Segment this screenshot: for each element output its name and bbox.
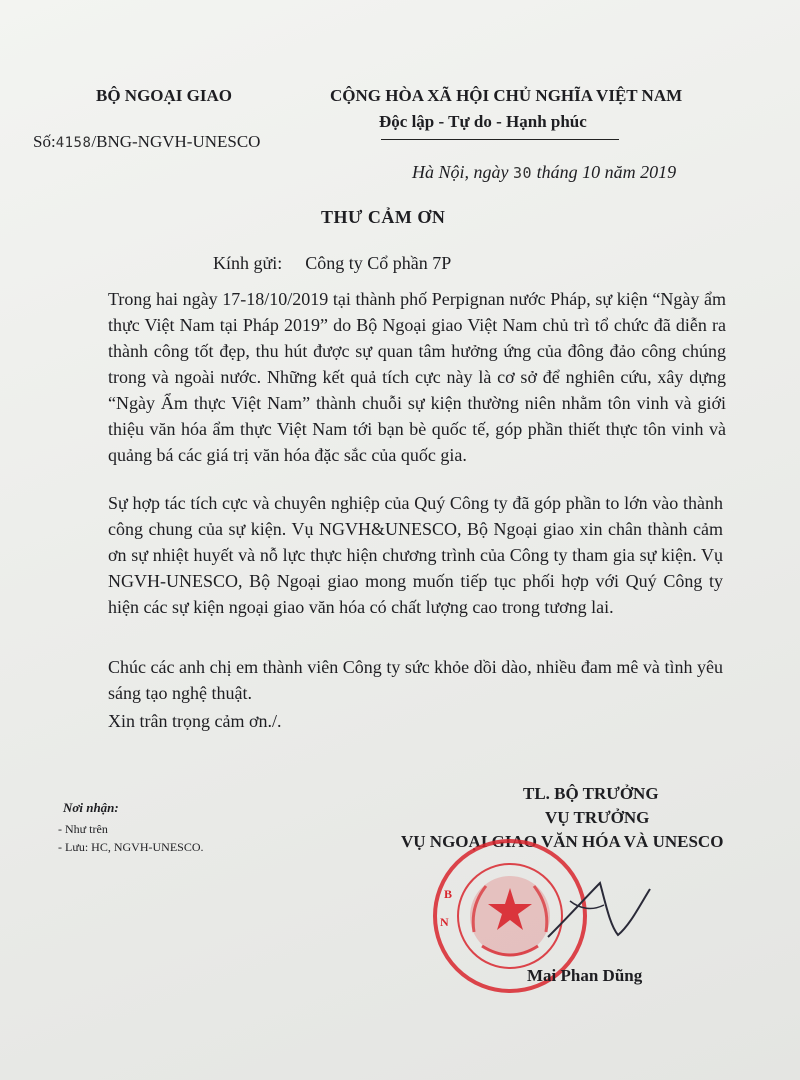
recipient-label: Kính gửi: bbox=[213, 253, 283, 273]
paragraph-2-text: Sự hợp tác tích cực và chuyên nghiệp của Quý Công ty đã góp phần to lớn vào thành công chung của sự kiện. Vụ NGVH&UNESCO, Bộ Ngoại giao xin chân thành cảm ơn sự nhiệt huyết và nỗ lực thực hiện chương trình của Công ty tham gia sự kiện. Vụ NGVH-UNESCO, Bộ Ngoại giao mong muốn tiếp tục phối hợp với Quý Công ty hiện các sự kiện ngoại giao văn hóa có chất lượng cao trong tương lai. bbox=[108, 493, 723, 617]
handwritten-signature bbox=[540, 875, 660, 955]
signature-title-3: VỤ NGOẠI GIAO VĂN HÓA VÀ UNESCO bbox=[401, 832, 724, 851]
body-paragraph-2 bbox=[108, 490, 723, 620]
ministry-name: BỘ NGOẠI GIAO bbox=[96, 86, 233, 105]
signature-title-1: TL. BỘ TRƯỞNG bbox=[523, 784, 659, 803]
date-prefix: Hà Nội, ngày bbox=[412, 162, 509, 182]
date-suffix: tháng 10 năm 2019 bbox=[536, 162, 677, 182]
signer-name: Mai Phan Dũng bbox=[527, 966, 643, 985]
doc-number-prefix: Số: bbox=[33, 132, 56, 151]
paragraph-1-text: Trong hai ngày 17-18/10/2019 tại thành phố Perpignan nước Pháp, sự kiện “Ngày ẩm thực Việt Nam tại Pháp 2019” do Bộ Ngoại giao Việt Nam chủ trì tổ chức đã diễn ra thành công tốt đẹp, thu hút được sự quan tâm hưởng ứng của đông đảo công chúng trong và ngoài nước. Những kết quả tích cực này là cơ sở để nghiên cứu, xây dựng “Ngày Ẩm thực Việt Nam” thành chuỗi sự kiện thường niên nhằm tôn vinh và giới thiệu văn hóa ẩm thực Việt Nam tới bạn bè quốc tế, góp phần thiết thực tôn vinh và quảng bá các giá trị văn hóa đặc sắc của quốc gia. bbox=[108, 289, 726, 465]
body-paragraph-3 bbox=[108, 654, 723, 706]
issue-date bbox=[412, 162, 676, 183]
date-day-handwritten: 30 bbox=[513, 164, 533, 182]
recipients-item-2: - Lưu: HC, NGVH-UNESCO. bbox=[58, 840, 204, 854]
doc-number-handwritten: 4158 bbox=[55, 135, 92, 151]
svg-text:B: B bbox=[444, 887, 453, 901]
doc-number-suffix: /BNG-NGVH-UNESCO bbox=[91, 132, 261, 151]
recipient-name: Công ty Cổ phần 7P bbox=[305, 253, 452, 273]
recipients-label: Nơi nhận: bbox=[63, 800, 119, 815]
national-motto: Độc lập - Tự do - Hạnh phúc bbox=[379, 112, 587, 131]
body-paragraph-1 bbox=[108, 286, 726, 468]
closing-line: Xin trân trọng cảm ơn./. bbox=[108, 711, 282, 731]
country-name: CỘNG HÒA XÃ HỘI CHỦ NGHĨA VIỆT NAM bbox=[330, 86, 683, 105]
recipient-line bbox=[213, 253, 451, 274]
paragraph-3-text: Chúc các anh chị em thành viên Công ty sức khỏe dồi dào, nhiều đam mê và tình yêu sáng tạo nghệ thuật. bbox=[108, 657, 723, 703]
letter-title: THƯ CẢM ƠN bbox=[321, 207, 446, 227]
document-number bbox=[33, 132, 260, 152]
recipients-item-1: - Như trên bbox=[58, 822, 108, 836]
signature-title-2: VỤ TRƯỞNG bbox=[545, 808, 650, 827]
motto-underline bbox=[381, 139, 619, 140]
svg-text:N: N bbox=[440, 915, 449, 929]
